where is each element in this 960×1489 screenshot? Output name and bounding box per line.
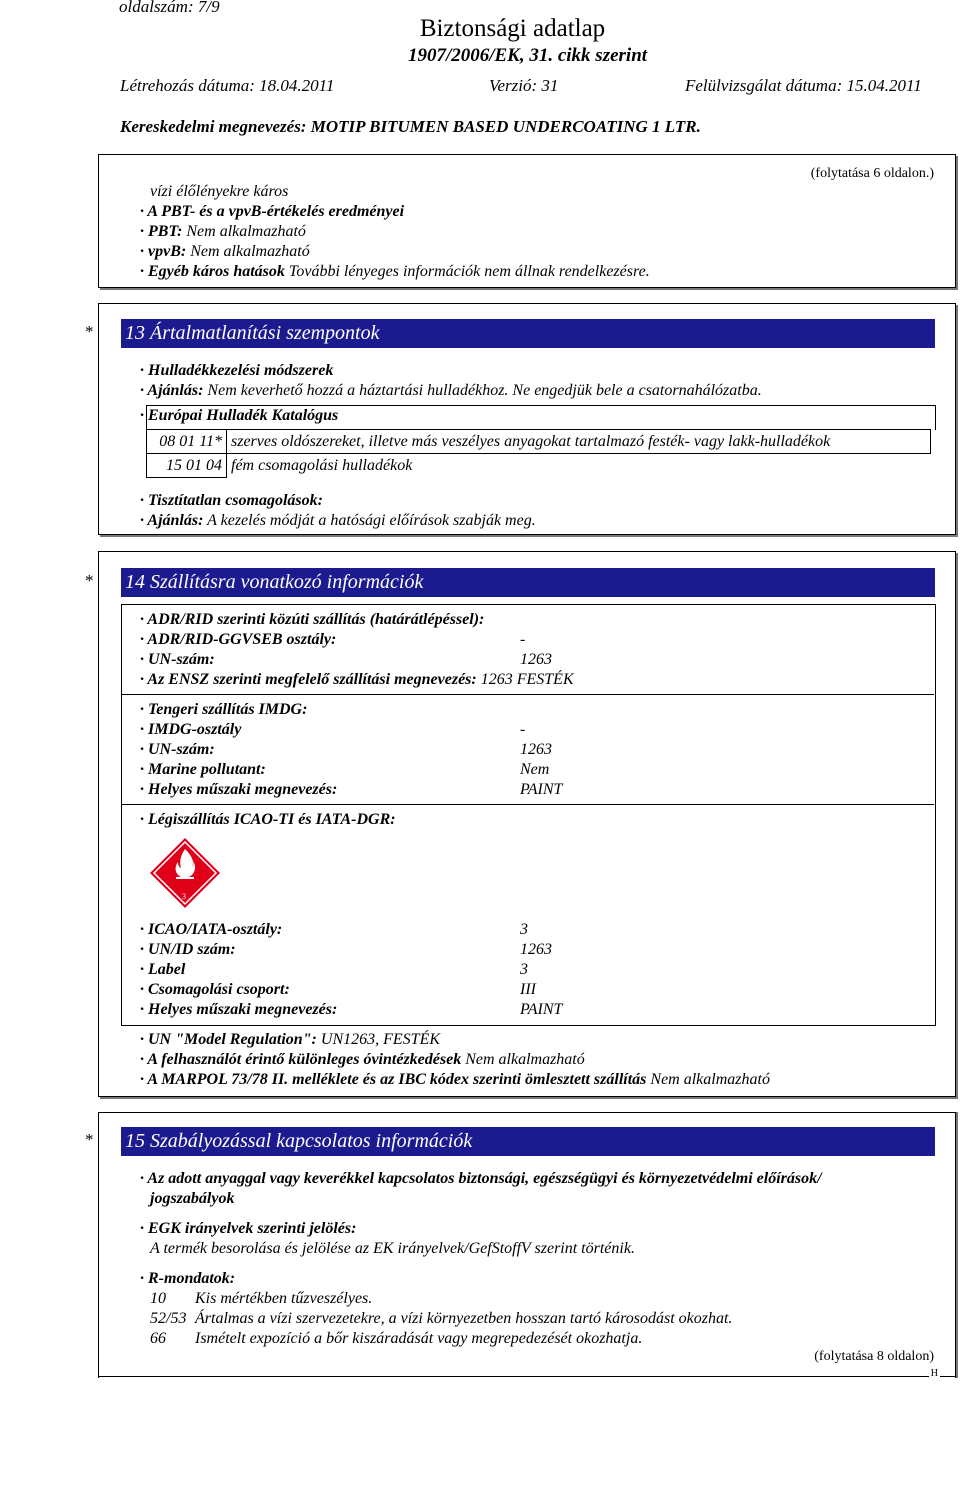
created-date: Létrehozás dátuma: 18.04.2011 (120, 76, 335, 95)
adr-row: · ADR/RID szerinti közúti szállítás (határátlépéssel): (140, 611, 485, 628)
section-15-title: 15 Szabályozással kapcsolatos információk (121, 1127, 935, 1156)
table-row (147, 430, 931, 454)
un-id-value: 1263 (520, 941, 552, 958)
section-14-title: 14 Szállításra vonatkozó információk (121, 568, 935, 597)
vpvb-row: · vpvB: Nem alkalmazható (140, 243, 310, 260)
trade-name: Kereskedelmi megnevezés: MOTIP BITUMEN BASED UNDERCOATING 1 LTR. (120, 117, 701, 136)
waste-code: 08 01 11* (147, 430, 227, 454)
packing-group-row: · Csomagolási csoport: (140, 981, 290, 998)
change-marker-13: * (85, 322, 94, 341)
adr-class-row: · ADR/RID-GGVSEB osztály: (140, 631, 337, 648)
imdg-row: · Tengeri szállítás IMDG: (140, 701, 308, 718)
recommendation2-row: · Ajánlás: A kezelés módját a hatósági előírások szabják meg. (140, 512, 536, 529)
marine-pollutant-value: Nem (520, 761, 550, 778)
r-phrase-row: 10 Kis mértékben tűzveszélyes. (150, 1290, 373, 1307)
icao-class-row: · ICAO/IATA-osztály: (140, 921, 283, 938)
marine-pollutant-row: · Marine pollutant: (140, 761, 266, 778)
marpol-row: · A MARPOL 73/78 II. melléklete és az IBC kódex szerinti ömlesztett szállítás Nem alkalmazható (140, 1071, 770, 1088)
imdg-un-value: 1263 (520, 741, 552, 758)
pbt-row: · PBT: Nem alkalmazható (140, 223, 306, 240)
table-row (147, 454, 931, 478)
imdg-name-value: PAINT (520, 781, 563, 798)
waste-code-table (146, 429, 931, 478)
precautions-row: · A felhasználót érintő különleges óvintézkedések Nem alkalmazható (140, 1051, 585, 1068)
adr-class-value: - (520, 631, 526, 648)
waste-catalog-title: · Európai Hulladék Katalógus (140, 407, 339, 424)
page-number: oldalszám: 7/9 (119, 0, 220, 16)
label-row: · Label (140, 961, 186, 978)
flammable-liquid-pictogram (149, 837, 221, 909)
footer-mark: H (930, 1368, 938, 1379)
pbt-heading: · A PBT- és a vpvB-értékelés eredményei (140, 203, 405, 220)
other-effects-row: · Egyéb káros hatások További lényeges információk nem állnak rendelkezésre. (140, 263, 650, 280)
disposal-methods: · Hulladékkezelési módszerek (140, 362, 334, 379)
revised-date: Felülvizsgálat dátuma: 15.04.2011 (685, 76, 922, 95)
ec-label-row: · EGK irányelvek szerinti jelölés: (140, 1220, 357, 1237)
regulation-subtitle: 1907/2006/EK, 31. cikk szerint (407, 45, 648, 66)
imdg-class-row: · IMDG-osztály (140, 721, 242, 738)
icao-name-row: · Helyes műszaki megnevezés: (140, 1001, 338, 1018)
change-marker-14: * (85, 571, 94, 590)
continued-from: (folytatása 6 oldalon.) (810, 166, 934, 181)
regulations-line1: · Az adott anyaggal vagy keverékkel kapcsolatos biztonsági, egészségügyi és környezetvédelmi előírások/ (140, 1170, 822, 1187)
version: Verzió: 31 (489, 76, 559, 95)
r-phrases-label: · R-mondatok: (140, 1270, 236, 1287)
un-id-row: · UN/ID szám: (140, 941, 236, 958)
document-title: Biztonsági adatlap (419, 15, 606, 42)
adr-un-value: 1263 (520, 651, 552, 668)
r-phrase-row: 52/53 Ártalmas a vízi szervezetekre, a vízi környezetben hosszan tartó károsodást okozhat. (150, 1310, 733, 1327)
imdg-class-value: - (520, 721, 526, 738)
label-value: 3 (520, 961, 528, 978)
uncleaned-packaging: · Tisztítatlan csomagolások: (140, 492, 323, 509)
change-marker-15: * (85, 1130, 94, 1149)
continued-on: (folytatása 8 oldalon) (814, 1349, 934, 1364)
icao-class-value: 3 (520, 921, 528, 938)
waste-description: fém csomagolási hulladékok (227, 454, 931, 478)
recommendation-row: · Ajánlás: Nem keverhető hozzá a háztartási hulladékhoz. Ne engedjük bele a csatornahálózatba. (140, 382, 762, 399)
r-phrase-row: 66 Ismételt expozíció a bőr kiszáradását vagy megrepedezését okozhatja. (150, 1330, 643, 1347)
section-13-title: 13 Ártalmatlanítási szempontok (121, 319, 935, 348)
ec-value-row: A termék besorolása és jelölése az EK irányelvek/GefStoffV szerint történik. (150, 1240, 635, 1257)
section12-line1: vízi élőlényekre káros (150, 183, 289, 200)
footer-rule (98, 1376, 956, 1377)
imdg-un-row: · UN-szám: (140, 741, 215, 758)
icao-name-value: PAINT (520, 1001, 563, 1018)
adr-un-row: · UN-szám: (140, 651, 215, 668)
packing-group-value: III (520, 981, 536, 998)
air-heading: · Légiszállítás ICAO-TI és IATA-DGR: (140, 811, 396, 828)
un-model-row: · UN "Model Regulation": UN1263, FESTÉK (140, 1031, 441, 1048)
adr-name-row: · Az ENSZ szerinti megfelelő szállítási megnevezés: 1263 FESTÉK (140, 671, 574, 688)
waste-code: 15 01 04 (147, 454, 227, 478)
imdg-name-row: · Helyes műszaki megnevezés: (140, 781, 338, 798)
waste-description: szerves oldószereket, illetve más veszélyes anyagokat tartalmazó festék- vagy lakk-hulladékok (227, 430, 931, 454)
pictogram-class-number: 3 (182, 892, 186, 901)
regulations-line2: jogszabályok (150, 1190, 235, 1207)
